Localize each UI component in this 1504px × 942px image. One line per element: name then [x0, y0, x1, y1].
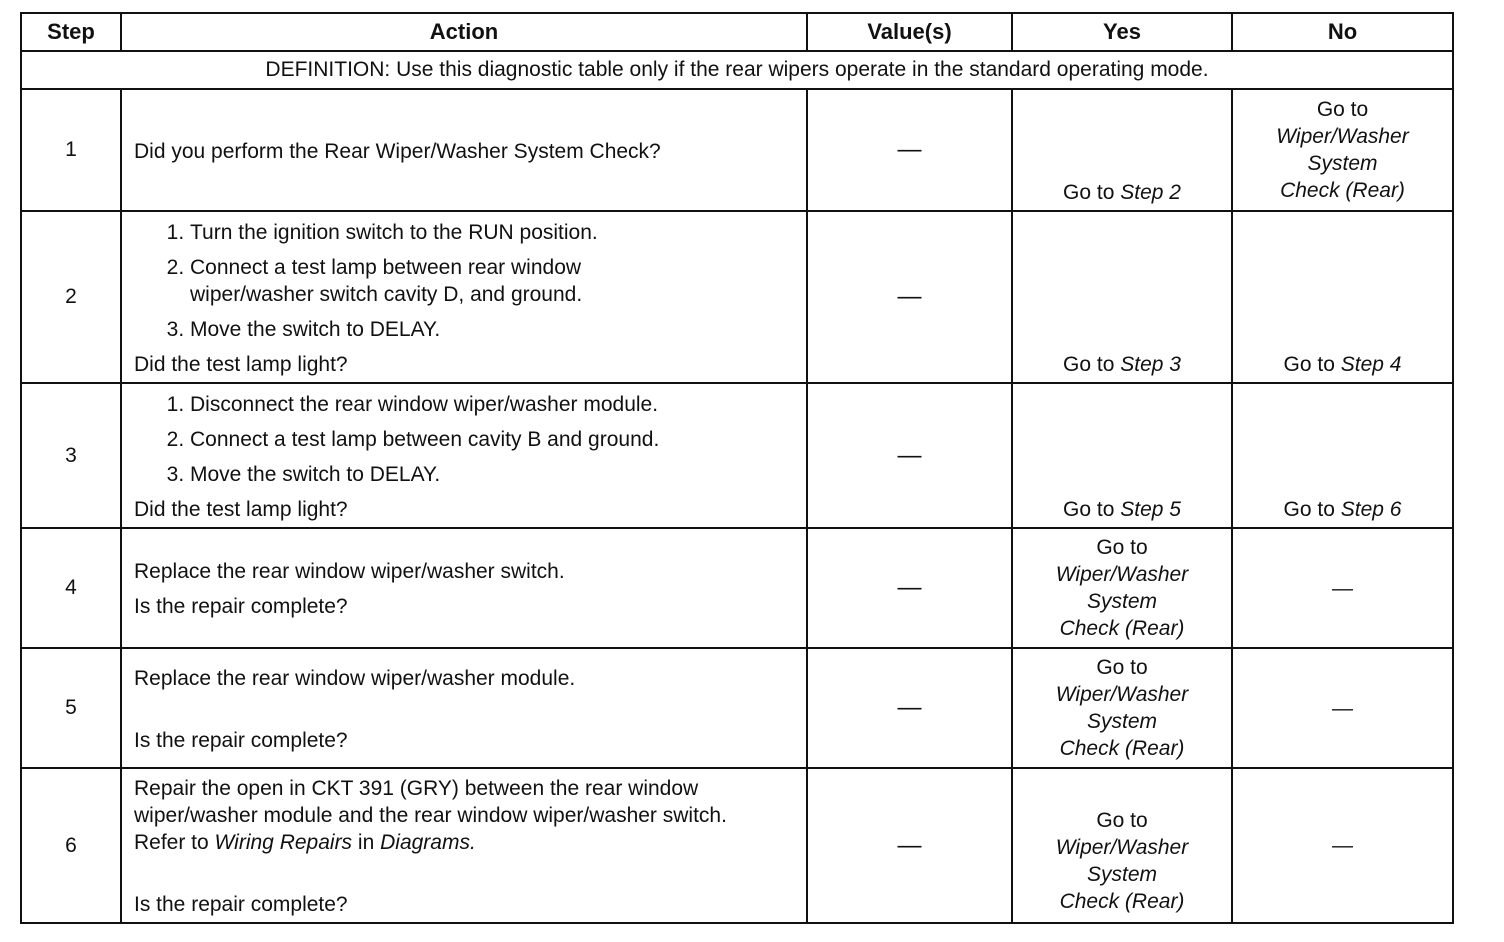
wiper-check-reference-line-2: System [1086, 862, 1157, 886]
action-cell [121, 211, 807, 383]
wiring-repairs-reference: Wiring Repairs [214, 831, 353, 854]
step-number: 5 [21, 648, 121, 768]
header-no: No [1232, 13, 1453, 51]
wiper-check-reference-line-3: Check (Rear) [1280, 179, 1405, 202]
action-cell [121, 89, 807, 211]
wiper-check-reference-line-1: Wiper/Washer [1055, 563, 1189, 586]
list-item: 3. Move the switch to DELAY. [190, 461, 796, 488]
list-item: 3. Move the switch to DELAY. [190, 316, 796, 343]
action-cell [121, 528, 807, 648]
step-number: 1 [21, 89, 121, 211]
diagrams-reference: Diagrams. [380, 831, 476, 854]
definition-row [21, 51, 1453, 89]
action-text: Replace the rear window wiper/washer module. [134, 666, 576, 690]
go-to-text: Go to [1063, 353, 1115, 376]
go-to-text: Go to [1096, 808, 1148, 832]
action-question: Did you perform the Rear Wiper/Washer System Check? [134, 139, 661, 163]
list-item: 2. Connect a test lamp between rear window wiper/washer switch cavity D, and ground. [190, 254, 796, 308]
action-question: Is the repair complete? [134, 728, 348, 752]
list-item: 2. Connect a test lamp between cavity B and ground. [190, 426, 796, 453]
action-text-part: in [357, 831, 375, 854]
no-cell [1232, 211, 1453, 383]
header-values: Value(s) [807, 13, 1012, 51]
action-question: Did the test lamp light? [134, 352, 348, 376]
no-cell [1232, 89, 1453, 211]
value-cell: — [807, 89, 1012, 211]
table-row [21, 89, 1453, 211]
wiper-check-reference-line-2: System [1307, 152, 1378, 175]
go-to-text: Go to [1096, 656, 1148, 679]
wiper-check-reference-line-3: Check (Rear) [1059, 889, 1185, 913]
wiper-check-reference-line-2: System [1086, 710, 1157, 733]
action-text [134, 775, 796, 856]
step-reference: Step 4 [1340, 353, 1402, 376]
table-row [21, 768, 1453, 923]
yes-cell [1012, 383, 1232, 528]
value-cell: — [807, 528, 1012, 648]
step-number: 3 [21, 383, 121, 528]
yes-cell [1012, 89, 1232, 211]
table-row [21, 211, 1453, 383]
action-text-part: Repair the open in CKT 391 (GRY) between the rear window wiper/washer module and the rear window wiper/washer switch. Refer to [134, 777, 727, 854]
list-item: 1. Turn the ignition switch to the RUN position. [190, 219, 796, 246]
value-cell: — [807, 211, 1012, 383]
list-item: 1. Disconnect the rear window wiper/washer module. [190, 391, 796, 418]
header-action: Action [121, 13, 807, 51]
step-number: 6 [21, 768, 121, 923]
step-reference: Step 6 [1340, 498, 1402, 521]
value-cell: — [807, 648, 1012, 768]
yes-cell [1012, 528, 1232, 648]
diagnostic-table [20, 12, 1454, 924]
table-row [21, 528, 1453, 648]
no-cell: — [1232, 768, 1453, 923]
wiper-check-reference-line-1: Wiper/Washer [1055, 835, 1189, 859]
table-row [21, 383, 1453, 528]
no-cell: — [1232, 528, 1453, 648]
action-steps-list [134, 391, 796, 488]
value-cell: — [807, 768, 1012, 923]
yes-cell [1012, 211, 1232, 383]
step-number: 4 [21, 528, 121, 648]
header-row [21, 13, 1453, 51]
wiper-check-reference-line-1: Wiper/Washer [1276, 125, 1409, 148]
yes-cell [1012, 768, 1232, 923]
action-text: Replace the rear window wiper/washer switch. [134, 560, 565, 583]
yes-cell [1012, 648, 1232, 768]
step-reference: Step 2 [1120, 181, 1181, 204]
action-cell [121, 768, 807, 923]
header-yes: Yes [1012, 13, 1232, 51]
definition-text: DEFINITION: Use this diagnostic table only if the rear wipers operate in the standard operating mode. [21, 51, 1453, 89]
value-cell: — [807, 383, 1012, 528]
action-cell [121, 648, 807, 768]
go-to-text: Go to [1063, 181, 1115, 204]
no-cell: — [1232, 648, 1453, 768]
action-steps-list [134, 219, 796, 343]
wiper-check-reference-line-3: Check (Rear) [1059, 617, 1185, 640]
step-reference: Step 5 [1120, 498, 1181, 521]
go-to-text: Go to [1283, 353, 1335, 376]
table-row [21, 648, 1453, 768]
action-question: Did the test lamp light? [134, 497, 348, 521]
go-to-text: Go to [1283, 498, 1335, 521]
action-cell [121, 383, 807, 528]
go-to-text: Go to [1316, 98, 1369, 121]
step-number: 2 [21, 211, 121, 383]
wiper-check-reference-line-3: Check (Rear) [1059, 737, 1185, 760]
step-reference: Step 3 [1120, 353, 1181, 376]
no-cell [1232, 383, 1453, 528]
header-step: Step [21, 13, 121, 51]
go-to-text: Go to [1063, 498, 1115, 521]
go-to-text: Go to [1096, 536, 1148, 559]
wiper-check-reference-line-1: Wiper/Washer [1055, 683, 1189, 706]
wiper-check-reference-line-2: System [1086, 590, 1157, 613]
action-question: Is the repair complete? [134, 893, 348, 916]
action-question: Is the repair complete? [134, 595, 348, 618]
